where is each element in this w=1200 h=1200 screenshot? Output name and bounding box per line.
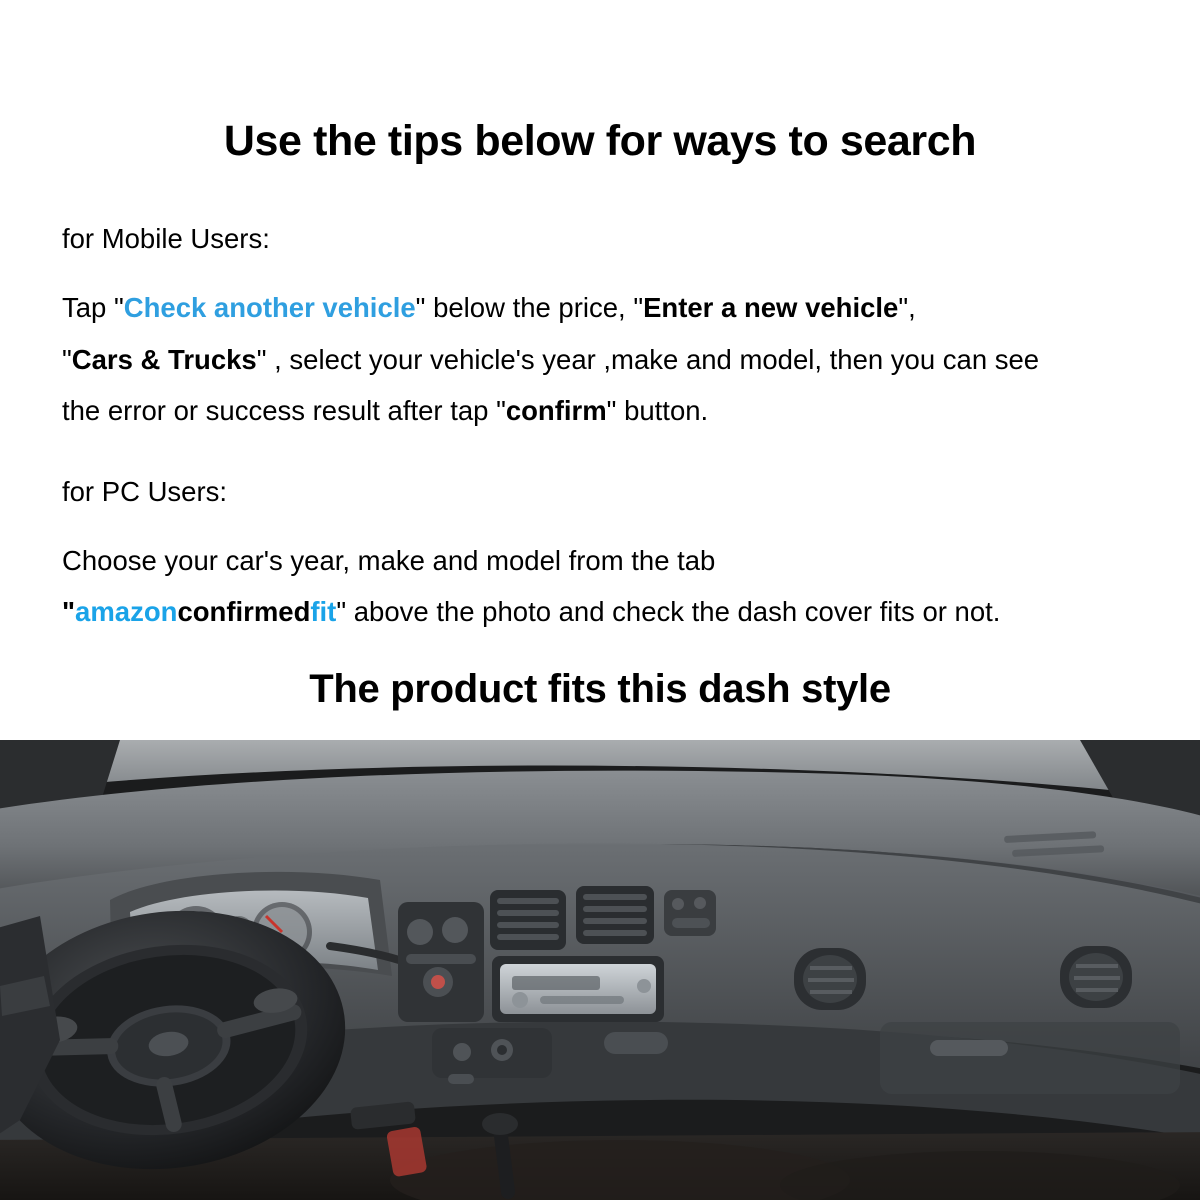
spacer bbox=[62, 264, 1138, 282]
check-another-vehicle-link[interactable]: Check another vehicle bbox=[123, 292, 416, 324]
mobile-step-line-3 bbox=[62, 385, 1138, 436]
truck-dashboard-photo bbox=[0, 740, 1200, 1200]
mobile-users-label: for Mobile Users: bbox=[62, 223, 270, 255]
confirmed-text: confirmed bbox=[177, 596, 311, 628]
dashboard-illustration bbox=[0, 740, 1200, 1200]
mobile-line1-text-a: Tap " bbox=[62, 292, 124, 324]
section-title-dash-style: The product fits this dash style bbox=[309, 667, 891, 712]
enter-a-new-vehicle-label: Enter a new vehicle bbox=[643, 292, 899, 324]
page-title: Use the tips below for ways to search bbox=[223, 117, 977, 165]
cars-and-trucks-label: Cars & Trucks bbox=[71, 343, 257, 375]
pc-step-line-2 bbox=[62, 586, 1138, 637]
mobile-line1-text-b: " below the price, " bbox=[415, 292, 644, 324]
mobile-step-line-2 bbox=[62, 334, 1138, 385]
mobile-line2-rest: " , select your vehicle's year ,make and model, then you can see bbox=[256, 343, 1040, 375]
mobile-line2-quote: " bbox=[62, 343, 72, 375]
mobile-line1-text-c: ", bbox=[898, 292, 916, 324]
pc-step-line-1: Choose your car's year, make and model from the tab bbox=[62, 545, 716, 576]
pc-line2-rest: " above the photo and check the dash cover fits or not. bbox=[336, 596, 1001, 628]
confirm-button-label: confirm bbox=[505, 394, 607, 426]
pc-users-label: for PC Users: bbox=[62, 475, 228, 507]
pc-line2-quote: " bbox=[62, 596, 76, 628]
instructions-block bbox=[0, 213, 1200, 637]
spacer bbox=[62, 517, 1138, 535]
mobile-line3-text-b: " button. bbox=[606, 394, 709, 426]
mobile-step-line-1 bbox=[62, 282, 1138, 333]
spacer bbox=[62, 436, 1138, 466]
mobile-line3-text-a: the error or success result after tap " bbox=[62, 394, 506, 426]
fit-text: fit bbox=[310, 596, 337, 628]
amazon-brand-text: amazon bbox=[75, 596, 178, 628]
